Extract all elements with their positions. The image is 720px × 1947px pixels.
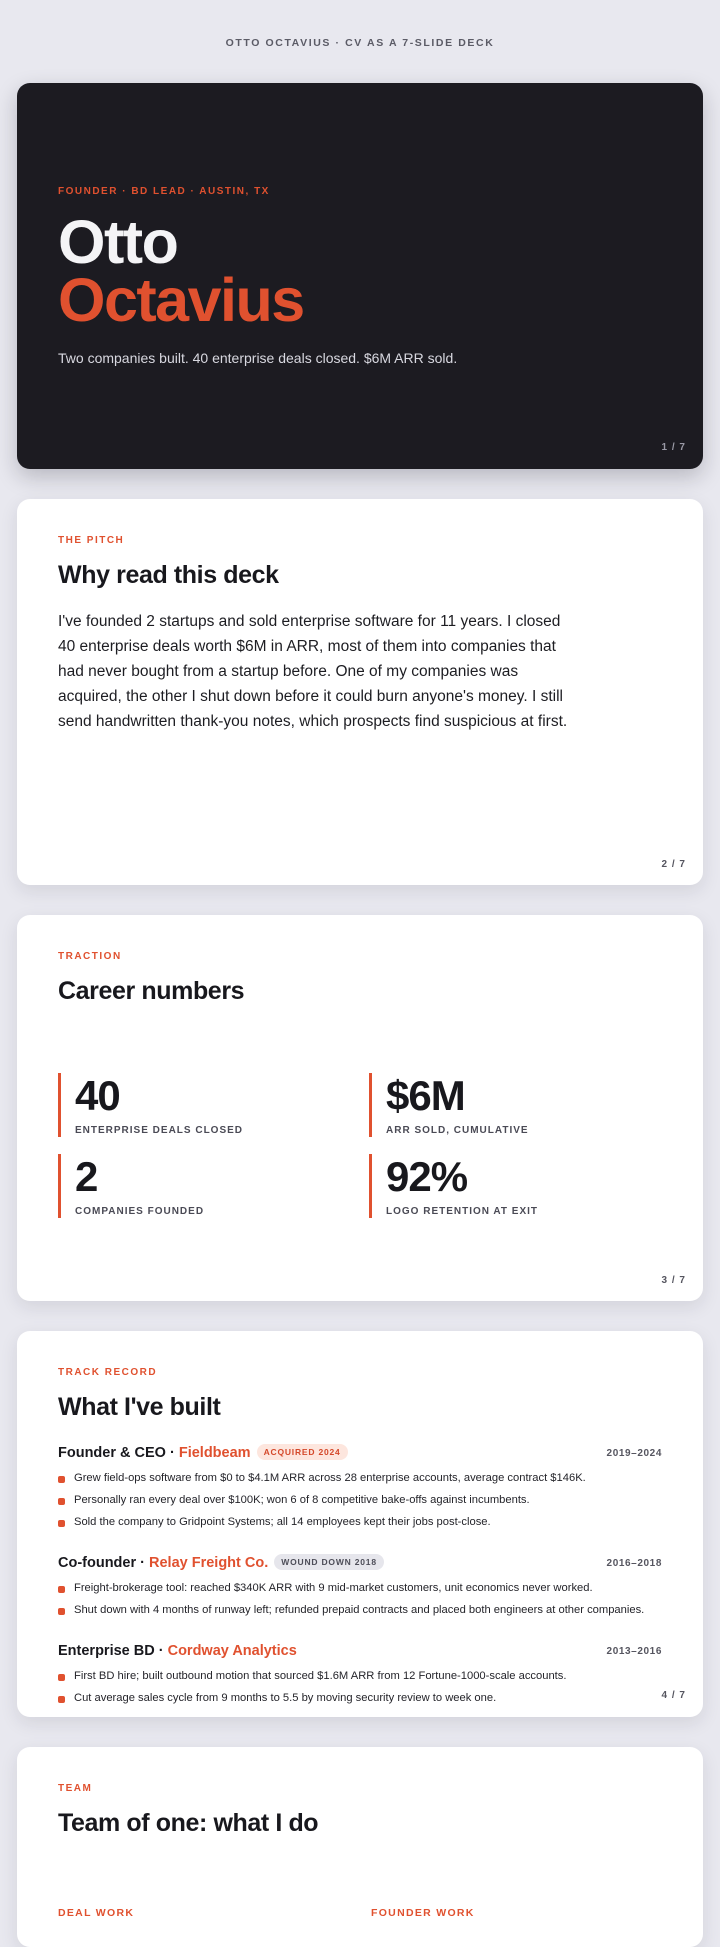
last-name: Octavius: [58, 266, 304, 334]
page-number: 2 / 7: [661, 859, 686, 870]
role-dates: 2016–2018: [606, 1558, 662, 1569]
list-item: Cut average sales cycle from 9 months to 5.5 by moving security review to week one.: [58, 1692, 658, 1704]
company-name: Fieldbeam: [178, 1445, 251, 1461]
page-number: 1 / 7: [661, 442, 686, 453]
role-dates: 2019–2024: [606, 1448, 662, 1459]
stat-label: LOGO RETENTION AT EXIT: [386, 1206, 538, 1217]
status-badge: ACQUIRED 2024: [257, 1444, 348, 1460]
role-separator: ·: [165, 1445, 179, 1461]
slide-team: [17, 1747, 703, 1947]
page-number: 4 / 7: [661, 1690, 686, 1701]
stat-label: ARR SOLD, CUMULATIVE: [386, 1125, 529, 1136]
stat-retention: [369, 1154, 538, 1218]
role-dates: 2013–2016: [606, 1646, 662, 1657]
slide3-title: Career numbers: [58, 977, 245, 1005]
stat-arr: [369, 1073, 529, 1137]
role-cordway: [58, 1642, 662, 1662]
slide5-title: Team of one: what I do: [58, 1809, 319, 1837]
first-name: Otto: [58, 208, 178, 276]
list-item: Personally ran every deal over $100K; won 6 of 8 competitive bake-offs against incumbents.: [58, 1494, 658, 1506]
slide-pitch: [17, 499, 703, 885]
role-name: Founder & CEO: [58, 1445, 166, 1461]
slide2-title: Why read this deck: [58, 561, 279, 589]
slide5-eyebrow: TEAM: [58, 1783, 93, 1794]
list-item: Shut down with 4 months of runway left; refunded prepaid contracts and placed both engineers at other companies.: [58, 1604, 658, 1616]
role-title: [58, 1445, 251, 1461]
list-item: First BD hire; built outbound motion that sourced $1.6M ARR from 12 Fortune-1000-scale accounts.: [58, 1670, 658, 1682]
role-name: Co-founder: [58, 1555, 137, 1571]
stat-value: 92%: [386, 1153, 468, 1200]
slide1-eyebrow: FOUNDER · BD LEAD · AUSTIN, TX: [58, 186, 270, 197]
list-item: Freight-brokerage tool: reached $340K ARR with 9 mid-market customers, unit economics never worked.: [58, 1582, 658, 1594]
slide-traction: [17, 915, 703, 1301]
company-name: Cordway Analytics: [167, 1643, 297, 1659]
slide-track-record: [17, 1331, 703, 1717]
stat-label: COMPANIES FOUNDED: [75, 1206, 205, 1217]
company-name: Relay Freight Co.: [149, 1555, 269, 1571]
status-badge: WOUND DOWN 2018: [274, 1554, 384, 1570]
role-title: [58, 1643, 297, 1659]
column-heading-deal-work: DEAL WORK: [58, 1907, 135, 1919]
role-title: [58, 1555, 268, 1571]
stat-companies: [58, 1154, 204, 1218]
role-fieldbeam: [58, 1444, 662, 1464]
stat-value: 2: [75, 1153, 98, 1200]
slide3-eyebrow: TRACTION: [58, 951, 122, 962]
stat-label: ENTERPRISE DEALS CLOSED: [75, 1125, 244, 1136]
stat-deals: [58, 1073, 243, 1137]
pitch-body: I've founded 2 startups and sold enterprise software for 11 years. I closed 40 enterprise deals worth $6M in ARR, most of them into companies that had never bought from a startup before. One of my companies was acquired, the other I shut down before it could burn anyone's money. I still send handwritten thank-you notes, which prospects find suspicious at first.: [58, 613, 568, 730]
stat-value: 40: [75, 1072, 120, 1119]
deck-title: OTTO OCTAVIUS · CV AS A 7-SLIDE DECK: [225, 37, 495, 49]
slide4-eyebrow: TRACK RECORD: [58, 1367, 158, 1378]
slide-title: [17, 83, 703, 469]
list-item: Sold the company to Gridpoint Systems; all 14 employees kept their jobs post-close.: [58, 1516, 658, 1528]
list-item: Grew field-ops software from $0 to $4.1M ARR across 28 enterprise accounts, average contract $146K.: [58, 1472, 658, 1484]
role-separator: ·: [136, 1555, 150, 1571]
column-heading-founder-work: FOUNDER WORK: [371, 1907, 475, 1919]
tagline: Two companies built. 40 enterprise deals closed. $6M ARR sold.: [58, 350, 458, 366]
role-relay-freight: [58, 1554, 662, 1574]
role-separator: ·: [154, 1643, 168, 1659]
page-number: 3 / 7: [661, 1275, 686, 1286]
slide4-title: What I've built: [58, 1393, 221, 1421]
slide2-eyebrow: THE PITCH: [58, 535, 125, 546]
stat-value: $6M: [386, 1072, 465, 1119]
role-name: Enterprise BD: [58, 1643, 155, 1659]
